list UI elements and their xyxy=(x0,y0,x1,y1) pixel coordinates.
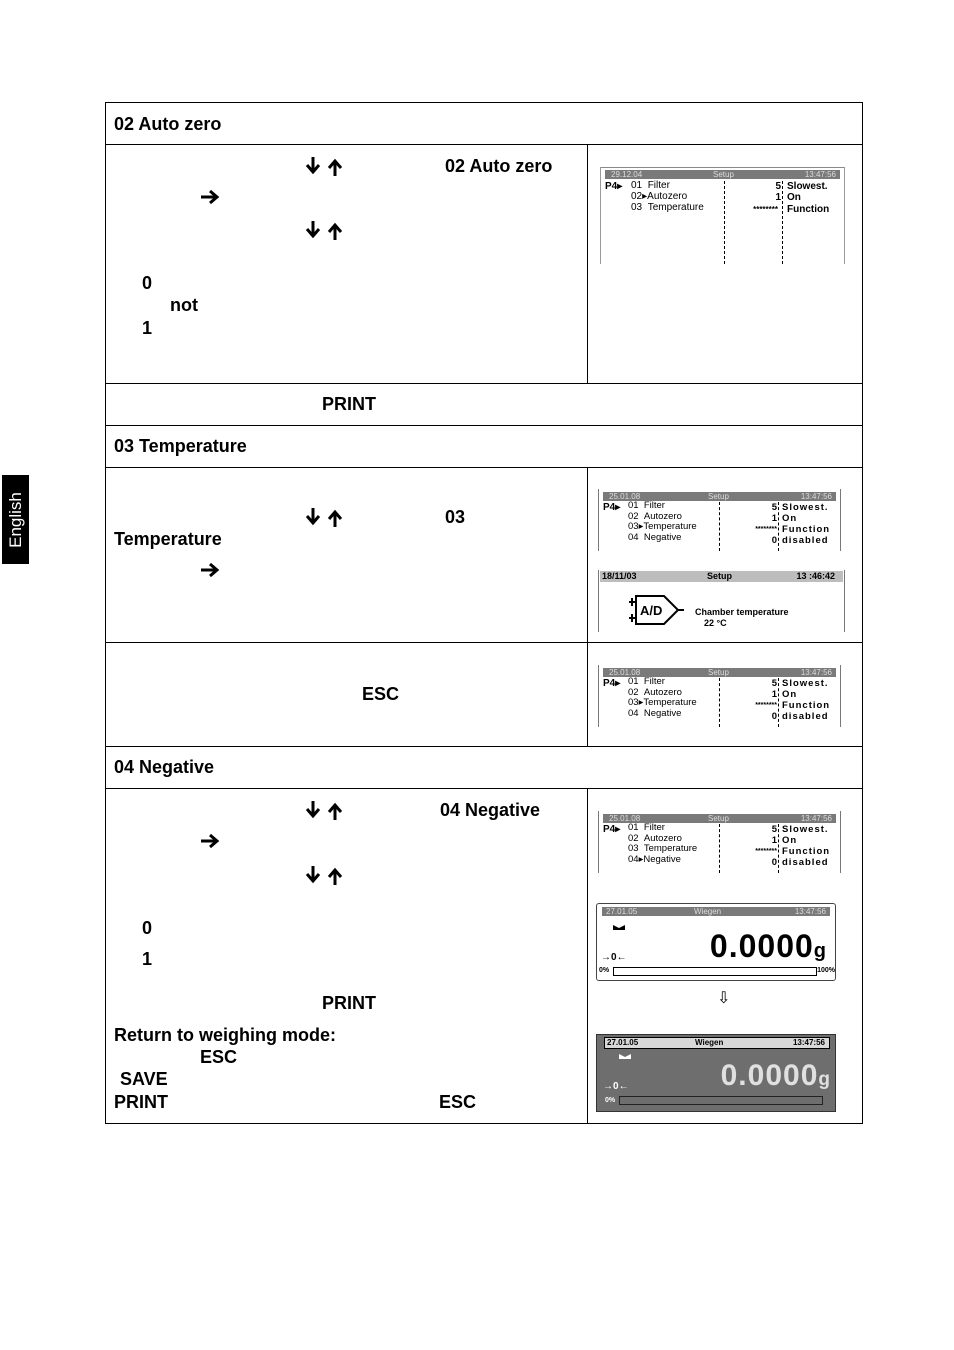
language-tab-label: English xyxy=(5,491,25,548)
menu-option: Slowest. xyxy=(787,181,828,192)
screen-time: 13:47:56 xyxy=(800,492,832,501)
menu-option: On xyxy=(787,192,801,203)
menu-item-filter: Filter xyxy=(647,180,670,191)
return-esc-key: ESC xyxy=(200,1047,238,1067)
setup-screen-temperature: 25.01.08 Setup 13:47:56 P4▸ 01 Filter 02 Autozero 03▸Temperature 04 Negative 5 1 ******** 0 Slowest. On Function disabled xyxy=(598,489,841,551)
section-title-auto-zero: 02 Auto zero xyxy=(114,114,222,134)
screen-date: 27.01.05 xyxy=(607,1038,639,1047)
ad-converter-icon xyxy=(628,592,684,628)
stability-icon xyxy=(613,925,625,931)
negative-print-key: PRINT xyxy=(322,993,376,1013)
menu-item-temperature: Temperature xyxy=(643,521,697,532)
section-title-negative: 04 Negative xyxy=(114,757,215,777)
screen-time: 13:47:56 xyxy=(792,1038,825,1047)
return-to-weighing-title: Return to weighing mode: xyxy=(114,1025,336,1045)
menu-num: 01 xyxy=(631,180,643,191)
auto-zero-value-0: 0 xyxy=(142,273,153,293)
screen-mode: Wiegen xyxy=(695,1038,724,1047)
auto-zero-not-word: not xyxy=(170,295,198,315)
menu-value: 1 xyxy=(775,192,781,203)
stability-icon xyxy=(619,1054,631,1060)
down-up-arrows-icon xyxy=(304,865,346,887)
setup-screen-after-esc: 25.01.08 Setup 13:47:56 P4▸ 01 Filter 02 Autozero 03▸Temperature 04 Negative 5 1 ******** 0 Slowest. On Function disabled xyxy=(598,665,841,727)
weight-display: 0.0000g xyxy=(709,928,827,964)
right-arrow-icon xyxy=(200,189,220,205)
zero-indicator: →0← xyxy=(603,1081,629,1092)
auto-zero-step-label: 02 Auto zero xyxy=(445,156,553,176)
menu-item-autozero: Autozero xyxy=(647,191,688,202)
screen-time: 13:47:56 xyxy=(804,170,836,179)
zero-indicator: →0← xyxy=(601,952,627,963)
weighing-screen-dark xyxy=(596,1034,836,1112)
capacity-bar xyxy=(613,967,817,976)
menu-prefix: P4▸ xyxy=(605,181,623,192)
screen-mode: Setup xyxy=(707,571,733,581)
weighing-screen xyxy=(596,903,836,981)
screen-time: 13:47:56 xyxy=(794,907,826,916)
auto-zero-value-1: 1 xyxy=(142,318,153,338)
menu-num: 03 xyxy=(631,202,643,213)
ad-label: A/D xyxy=(640,603,663,618)
chamber-temperature-screen xyxy=(598,570,845,632)
down-arrow-icon: ⇩ xyxy=(717,990,731,1007)
temperature-step-number: 03 xyxy=(445,507,466,527)
negative-value-0: 0 xyxy=(142,918,153,938)
right-arrow-icon xyxy=(200,562,220,578)
screen-mode: Wiegen xyxy=(694,907,722,916)
weight-display: 0.0000g xyxy=(720,1059,831,1092)
menu-item-temperature: Temperature xyxy=(647,202,704,213)
language-tab xyxy=(2,475,29,564)
screen-date: 18/11/03 xyxy=(602,571,637,581)
screen-mode: Setup xyxy=(708,492,729,501)
down-up-arrows-icon xyxy=(304,156,346,178)
screen-date: 29.12.04 xyxy=(611,170,643,179)
menu-item-autozero: Autozero xyxy=(643,510,682,522)
setup-screen-negative: 25.01.08 Setup 13:47:56 P4▸ 01 Filter 02 Autozero 03 Temperature 04▸Negative 5 1 ******** 0 Slowest. On Function disabled xyxy=(598,811,841,873)
negative-value-1: 1 xyxy=(142,949,153,969)
return-esc-key-2: ESC xyxy=(439,1092,477,1112)
capacity-start: 0% xyxy=(599,967,610,974)
capacity-end: 100% xyxy=(817,967,835,974)
menu-option: Function xyxy=(787,204,830,215)
down-up-arrows-icon xyxy=(304,800,346,822)
return-print-key: PRINT xyxy=(114,1092,168,1112)
chamber-temperature-label: Chamber temperature xyxy=(695,607,789,617)
menu-num: 02 xyxy=(631,191,643,202)
down-up-arrows-icon xyxy=(304,507,346,529)
menu-value: ******** xyxy=(753,205,778,214)
right-arrow-icon xyxy=(200,833,220,849)
screen-time: 13 :46:42 xyxy=(796,571,835,581)
negative-step-label: 04 Negative xyxy=(440,800,541,820)
down-up-arrows-icon xyxy=(304,220,346,242)
menu-item-negative: Negative xyxy=(643,531,682,543)
menu-item-filter: Filter xyxy=(643,500,665,511)
menu-value: 5 xyxy=(775,181,781,192)
capacity-start: 0% xyxy=(605,1097,616,1104)
auto-zero-print-key: PRINT xyxy=(322,394,376,414)
section-title-temperature: 03 Temperature xyxy=(114,436,247,456)
screen-date: 27.01.05 xyxy=(606,907,638,916)
return-save-key: SAVE xyxy=(120,1069,168,1089)
screen-mode: Setup xyxy=(713,170,734,179)
menu-prefix: P4 xyxy=(603,502,616,513)
temperature-esc-key: ESC xyxy=(362,684,400,704)
chamber-temperature-value: 22 °C xyxy=(704,618,727,628)
capacity-bar xyxy=(619,1096,823,1105)
temperature-step-word: Temperature xyxy=(114,529,222,549)
screen-date: 25.01.08 xyxy=(609,492,641,501)
setup-screen-auto-zero: 29.12.04 Setup 13:47:56 P4▸ 01 Filter 02▸Autozero 03 Temperature 5 1 ******** Slowest. On Function xyxy=(600,167,845,264)
